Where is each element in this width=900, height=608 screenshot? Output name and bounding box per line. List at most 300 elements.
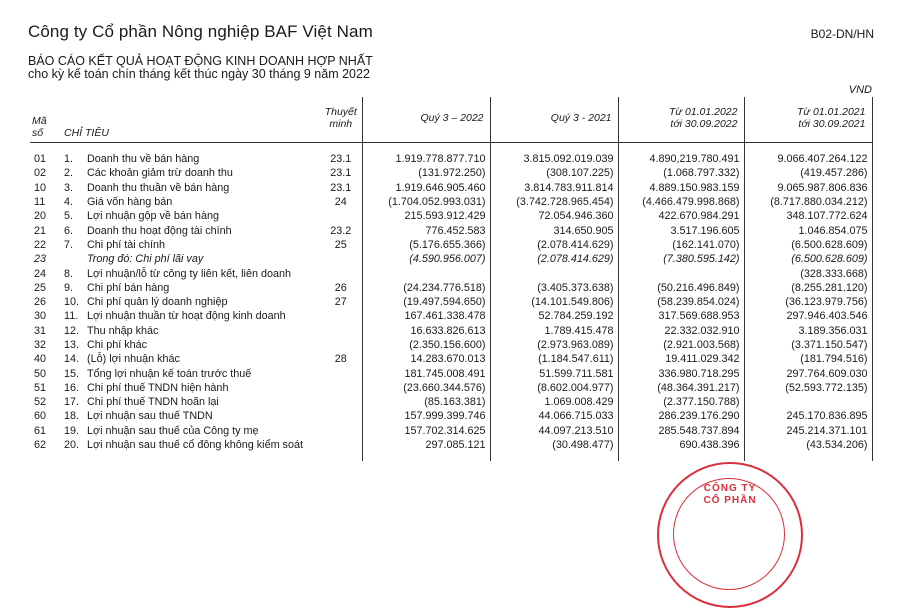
row-ytd-2022-text: 286.239.176.290	[658, 410, 740, 423]
row-q3-2022-text: 181.745.008.491	[404, 367, 486, 380]
row-ytd-2022-text: (2.377.150.788)	[663, 396, 740, 409]
row-name	[60, 209, 320, 223]
row-label: Doanh thu về bán hàng	[87, 153, 200, 166]
table-row	[30, 252, 872, 266]
row-q3-2022-text: 1.919.646.905.460	[395, 181, 486, 194]
row-q3-2022-text: (23.660.344.576)	[403, 381, 486, 394]
row-q3-2021-text: 72.054.946.360	[538, 210, 614, 223]
row-ytd-2022	[618, 295, 744, 309]
row-ytd-2022-text: 690.438.396	[679, 439, 740, 452]
row-label: (Lỗ) lợi nhuận khác	[87, 353, 180, 366]
row-ytd-2022-text: (58.239.854.024)	[657, 296, 740, 309]
row-ytd-2021	[744, 409, 872, 423]
row-code	[30, 438, 60, 452]
row-ytd-2022	[618, 338, 744, 352]
row-ytd-2022	[618, 395, 744, 409]
row-label: Tổng lợi nhuận kế toán trước thuế	[87, 367, 252, 380]
row-q3-2021	[490, 438, 618, 452]
row-name	[60, 381, 320, 395]
row-ytd-2021	[744, 381, 872, 395]
header-ytd-2022-line1: Từ 01.01.2022	[668, 106, 738, 118]
row-name	[60, 338, 320, 352]
row-code	[30, 352, 60, 366]
company-seal	[657, 462, 803, 608]
row-note-text: 23.1	[330, 167, 352, 180]
row-ytd-2021	[744, 252, 872, 266]
form-code: B02-DN/HN	[810, 27, 874, 41]
spacer-row	[30, 452, 872, 461]
row-ytd-2022	[618, 252, 744, 266]
row-note	[320, 295, 362, 309]
table-row	[30, 181, 872, 195]
row-ytd-2021-text: 245.214.371.101	[786, 424, 868, 437]
row-ytd-2021-text: 297.764.609.030	[786, 367, 868, 380]
header-ytd-2021	[744, 97, 872, 143]
row-ytd-2021-text: (8.717.880.034.212)	[770, 196, 868, 209]
row-ytd-2022	[618, 181, 744, 195]
spacer-cell	[362, 452, 490, 461]
row-code	[30, 324, 60, 338]
row-q3-2021	[490, 366, 618, 380]
row-ytd-2021	[744, 424, 872, 438]
row-q3-2022	[362, 438, 490, 452]
row-note	[320, 352, 362, 366]
row-q3-2022	[362, 195, 490, 209]
row-label: Doanh thu thuần về bán hàng	[87, 181, 230, 194]
spacer-row	[30, 143, 872, 153]
row-ytd-2021-text: (6.500.628.609)	[791, 238, 868, 251]
row-q3-2021-text: (3.742.728.965.454)	[516, 196, 614, 209]
table-row	[30, 152, 872, 166]
company-name: Công ty Cổ phần Nông nghiệp BAF Việt Nam	[28, 22, 373, 41]
row-ytd-2022-text: 22.332.032.910	[664, 324, 740, 337]
row-code-text: 26	[34, 296, 47, 309]
table-row	[30, 395, 872, 409]
row-q3-2021-text: (1.184.547.611)	[538, 353, 614, 366]
header-q3-2021: Quý 3 - 2021	[490, 97, 618, 143]
row-number: 1.	[64, 153, 74, 166]
row-ytd-2021-text: (43.534.206)	[806, 439, 868, 452]
row-q3-2021-text: 51.599.711.581	[539, 367, 614, 380]
row-q3-2022-text: 14.283.670.013	[410, 353, 486, 366]
row-code-text: 30	[34, 310, 47, 323]
row-code-text: 50	[34, 367, 47, 380]
row-q3-2022	[362, 166, 490, 180]
row-note	[320, 252, 362, 266]
row-number: 13.	[64, 339, 80, 351]
header-ytd-2021-line1: Từ 01.01.2021	[796, 106, 866, 118]
row-ytd-2022-text: (4.466.479.998.868)	[642, 196, 740, 209]
row-q3-2021-text: 44.066.715.033	[538, 410, 614, 423]
row-code	[30, 195, 60, 209]
row-code-text: 10	[34, 181, 47, 194]
row-note	[320, 281, 362, 295]
row-q3-2021-text: (3.405.373.638)	[537, 281, 614, 294]
row-ytd-2021-text: 245.170.836.895	[786, 410, 868, 423]
row-code-text: 23	[34, 253, 47, 266]
row-code-text: 24	[34, 267, 47, 280]
table-row	[30, 195, 872, 209]
row-code	[30, 409, 60, 423]
row-name	[60, 352, 320, 366]
header-note-line1: Thuyết	[324, 106, 357, 118]
row-q3-2021-text: (2.078.414.629)	[537, 238, 614, 251]
row-name	[60, 166, 320, 180]
row-note	[320, 324, 362, 338]
row-q3-2022-text: 167.461.338.478	[404, 310, 486, 323]
row-q3-2021	[490, 152, 618, 166]
row-q3-2021	[490, 195, 618, 209]
table-row	[30, 438, 872, 452]
row-note-text: 23.1	[330, 181, 352, 194]
row-label: Các khoản giảm trừ doanh thu	[87, 167, 233, 180]
row-name	[60, 324, 320, 338]
row-ytd-2021	[744, 166, 872, 180]
row-label: Lợi nhuận thuần từ hoạt động kinh doanh	[87, 310, 286, 323]
row-q3-2021	[490, 395, 618, 409]
spacer-cell	[60, 143, 320, 153]
row-ytd-2022	[618, 266, 744, 280]
row-number: 11.	[64, 310, 79, 323]
row-q3-2021	[490, 181, 618, 195]
row-ytd-2021	[744, 195, 872, 209]
row-number: 5.	[64, 210, 74, 223]
row-q3-2022	[362, 324, 490, 338]
row-ytd-2022	[618, 309, 744, 323]
spacer-cell	[490, 143, 618, 153]
row-q3-2022	[362, 152, 490, 166]
row-q3-2022-text: 157.702.314.625	[404, 424, 486, 437]
row-number: 12.	[64, 324, 80, 337]
row-ytd-2021	[744, 338, 872, 352]
spacer-cell	[618, 452, 744, 461]
row-code	[30, 166, 60, 180]
row-ytd-2022	[618, 438, 744, 452]
row-q3-2022	[362, 209, 490, 223]
row-ytd-2021-text: 1.046.854.075	[798, 224, 868, 237]
row-code-text: 60	[34, 410, 47, 423]
row-ytd-2022	[618, 424, 744, 438]
row-name	[60, 409, 320, 423]
row-ytd-2021	[744, 181, 872, 195]
row-code	[30, 424, 60, 438]
row-note	[320, 195, 362, 209]
row-q3-2021	[490, 223, 618, 237]
row-name	[60, 295, 320, 309]
row-ytd-2022	[618, 209, 744, 223]
row-ytd-2022	[618, 195, 744, 209]
row-ytd-2021	[744, 324, 872, 338]
row-q3-2022-text: 215.593.912.429	[404, 210, 486, 223]
row-label: Chi phí thuế TNDN hiện hành	[87, 381, 229, 394]
row-note-text: 28	[334, 353, 347, 366]
row-number: 10.	[64, 296, 80, 309]
row-code-text: 22	[34, 238, 47, 251]
row-note	[320, 181, 362, 195]
row-q3-2021-text: 52.784.259.192	[538, 310, 614, 323]
row-q3-2021-text: 1.789.415.478	[544, 324, 614, 337]
spacer-cell	[744, 143, 872, 153]
row-q3-2021-text: (8.602.004.977)	[537, 381, 614, 394]
row-ytd-2022-text: (2.921.003.568)	[663, 339, 740, 351]
row-ytd-2022-text: 317.569.688.953	[658, 310, 740, 323]
row-note	[320, 366, 362, 380]
row-ytd-2021-text: (328.333.668)	[800, 267, 868, 280]
row-q3-2022	[362, 181, 490, 195]
row-q3-2021	[490, 281, 618, 295]
row-code	[30, 281, 60, 295]
row-name	[60, 152, 320, 166]
row-ytd-2022-text: (1.068.797.332)	[663, 167, 740, 180]
seal-text-line1: CÔNG TY	[703, 483, 757, 494]
row-number: 20.	[64, 439, 80, 452]
row-q3-2022	[362, 381, 490, 395]
row-q3-2021-text: 3.815.092.019.039	[523, 153, 614, 166]
row-ytd-2021	[744, 309, 872, 323]
row-note	[320, 338, 362, 352]
row-code-text: 25	[34, 281, 47, 294]
row-name	[60, 395, 320, 409]
row-q3-2022	[362, 424, 490, 438]
row-note	[320, 395, 362, 409]
header-code: Mã số	[30, 97, 60, 143]
row-q3-2022-text: (1.704.052.993.031)	[388, 196, 486, 209]
row-q3-2022	[362, 338, 490, 352]
row-name	[60, 266, 320, 280]
table-body	[30, 143, 872, 462]
row-code	[30, 309, 60, 323]
row-ytd-2022	[618, 152, 744, 166]
row-note-text: 25	[334, 238, 347, 251]
row-ytd-2022-text: 422.670.984.291	[658, 210, 740, 223]
row-q3-2022	[362, 281, 490, 295]
table-row	[30, 223, 872, 237]
income-statement-table	[30, 97, 873, 461]
row-number: 8.	[64, 267, 74, 280]
row-label: Thu nhập khác	[87, 324, 159, 337]
row-q3-2022-text: 1.919.778.877.710	[395, 153, 486, 166]
row-q3-2021	[490, 352, 618, 366]
table-row	[30, 366, 872, 380]
row-ytd-2022	[618, 324, 744, 338]
row-code-text: 01	[34, 153, 47, 166]
table-row	[30, 409, 872, 423]
row-name	[60, 281, 320, 295]
row-note	[320, 238, 362, 252]
table-row	[30, 324, 872, 338]
row-number: 4.	[64, 196, 74, 209]
table-row	[30, 338, 872, 352]
row-note-text: 23.2	[330, 224, 352, 237]
row-note	[320, 223, 362, 237]
row-ytd-2021-text: 3.189.356.031	[798, 324, 868, 337]
row-note	[320, 309, 362, 323]
row-ytd-2022	[618, 366, 744, 380]
row-ytd-2022-text: 4.889.150.983.159	[649, 181, 740, 194]
row-ytd-2021-text: (36.123.979.756)	[785, 296, 868, 309]
row-ytd-2022-text: (162.141.070)	[672, 238, 740, 251]
spacer-cell	[490, 452, 618, 461]
row-ytd-2022-text: (50.216.496.849)	[657, 281, 740, 294]
row-number: 17.	[64, 396, 80, 409]
row-name	[60, 252, 320, 266]
row-q3-2021-text: (308.107.225)	[546, 167, 614, 180]
row-label: Lợi nhuận sau thuế TNDN	[87, 410, 213, 423]
row-q3-2022-text: (5.176.655.366)	[409, 238, 486, 251]
row-q3-2021	[490, 338, 618, 352]
table-row	[30, 352, 872, 366]
row-q3-2022-text: (131.972.250)	[418, 167, 486, 180]
row-note	[320, 209, 362, 223]
row-code	[30, 181, 60, 195]
row-q3-2022	[362, 309, 490, 323]
row-label: Lợi nhuận sau thuế của Công ty mẹ	[87, 424, 259, 437]
table-row	[30, 424, 872, 438]
row-note	[320, 266, 362, 280]
row-code-text: 61	[34, 424, 47, 437]
row-number: 3.	[64, 181, 74, 194]
row-code	[30, 338, 60, 352]
row-q3-2021-text: 44.097.213.510	[538, 424, 614, 437]
row-ytd-2021	[744, 152, 872, 166]
row-ytd-2021-text: (52.593.772.135)	[785, 381, 868, 394]
row-ytd-2022-text: 19.411.029.342	[665, 353, 740, 366]
row-ytd-2022	[618, 352, 744, 366]
row-ytd-2022	[618, 409, 744, 423]
row-code-text: 62	[34, 439, 47, 452]
row-label: Chi phí bán hàng	[87, 281, 170, 294]
row-note	[320, 152, 362, 166]
row-name	[60, 438, 320, 452]
row-note	[320, 166, 362, 180]
row-code	[30, 152, 60, 166]
row-code	[30, 223, 60, 237]
row-q3-2022	[362, 295, 490, 309]
row-ytd-2021	[744, 438, 872, 452]
row-name	[60, 181, 320, 195]
row-q3-2022	[362, 395, 490, 409]
row-label: Trong đó: Chi phí lãi vay	[87, 253, 204, 266]
row-ytd-2021-text: (8.255.281.120)	[791, 281, 868, 294]
row-code	[30, 295, 60, 309]
row-ytd-2021-text: (6.500.628.609)	[791, 253, 868, 266]
row-q3-2022	[362, 266, 490, 280]
spacer-cell	[30, 143, 60, 153]
row-q3-2022-text: 16.633.826.613	[410, 324, 486, 337]
row-note	[320, 424, 362, 438]
row-ytd-2021-text: 297.946.403.546	[786, 310, 868, 323]
currency-label: VND	[848, 84, 872, 96]
spacer-cell	[362, 143, 490, 153]
row-q3-2021	[490, 266, 618, 280]
header-note-line2: minh	[329, 118, 353, 130]
row-q3-2022-text: (24.234.776.518)	[403, 281, 486, 294]
row-ytd-2021-text: (181.794.516)	[800, 353, 868, 366]
row-ytd-2021	[744, 238, 872, 252]
row-code	[30, 252, 60, 266]
table-row	[30, 166, 872, 180]
row-code	[30, 209, 60, 223]
row-label: Doanh thu hoạt động tài chính	[87, 224, 232, 237]
row-ytd-2022	[618, 381, 744, 395]
header-note	[320, 97, 362, 143]
row-name	[60, 309, 320, 323]
row-ytd-2021	[744, 366, 872, 380]
row-label: Chi phí thuế TNDN hoãn lại	[87, 396, 219, 409]
row-code-text: 32	[34, 339, 47, 351]
table-row	[30, 309, 872, 323]
row-q3-2022	[362, 238, 490, 252]
row-ytd-2022-text: 336.980.718.295	[658, 367, 740, 380]
row-ytd-2022-text: 4.890,219.780.491	[649, 153, 740, 166]
row-ytd-2021	[744, 223, 872, 237]
row-q3-2022-text: 297.085.121	[425, 439, 486, 452]
row-number: 6.	[64, 224, 74, 237]
row-q3-2021-text: (2.973.963.089)	[537, 339, 614, 351]
row-q3-2022-text: (19.497.594.650)	[403, 296, 486, 309]
row-number: 15.	[64, 367, 80, 380]
row-note-text: 26	[334, 281, 347, 294]
header-ytd-2022	[618, 97, 744, 143]
row-q3-2022	[362, 352, 490, 366]
row-ytd-2021	[744, 209, 872, 223]
row-label: Lợi nhuận gộp về bán hàng	[87, 210, 219, 223]
row-code-text: 52	[34, 396, 47, 409]
row-ytd-2021	[744, 281, 872, 295]
row-note-text: 23.1	[330, 153, 352, 166]
spacer-cell	[744, 452, 872, 461]
row-ytd-2021-text: (419.457.286)	[800, 167, 868, 180]
row-code-text: 21	[34, 224, 47, 237]
row-code	[30, 395, 60, 409]
row-code-text: 40	[34, 353, 47, 366]
row-code-text: 31	[34, 324, 47, 337]
spacer-cell	[618, 143, 744, 153]
row-q3-2022-text: 157.999.399.746	[404, 410, 486, 423]
row-q3-2021-text: (14.101.549.806)	[531, 296, 614, 309]
table-header-row	[30, 97, 872, 143]
table-row	[30, 209, 872, 223]
header-ytd-2021-line2: tới 30.09.2021	[798, 118, 866, 130]
row-number: 9.	[64, 281, 74, 294]
row-code-text: 11	[34, 196, 46, 209]
row-number: 2.	[64, 167, 74, 180]
report-subtitle: cho kỳ kế toán chín tháng kết thúc ngày 30 tháng 9 năm 2022	[28, 67, 370, 81]
table-row	[30, 238, 872, 252]
row-ytd-2022	[618, 223, 744, 237]
row-q3-2021	[490, 252, 618, 266]
row-ytd-2021	[744, 395, 872, 409]
row-q3-2021	[490, 424, 618, 438]
row-q3-2021-text: (2.078.414.629)	[537, 253, 614, 266]
spacer-cell	[320, 143, 362, 153]
row-name	[60, 366, 320, 380]
row-q3-2021	[490, 295, 618, 309]
row-ytd-2021-text: 348.107.772.624	[786, 210, 868, 223]
row-ytd-2021	[744, 266, 872, 280]
seal-text-line2: CỔ PHẦN	[703, 495, 757, 506]
row-ytd-2021-text: 9.066.407.264.122	[777, 153, 868, 166]
row-label: Lợi nhuận/lỗ từ công ty liên kết, liên doanh	[87, 267, 291, 280]
row-q3-2022-text: (2.350.156.600)	[409, 339, 486, 351]
row-code	[30, 381, 60, 395]
row-q3-2022-text: (85.163.381)	[424, 396, 486, 409]
row-code	[30, 266, 60, 280]
row-code	[30, 238, 60, 252]
table-row	[30, 266, 872, 280]
row-number: 14.	[64, 353, 80, 366]
row-q3-2022-text: (4.590.956.007)	[409, 253, 486, 266]
